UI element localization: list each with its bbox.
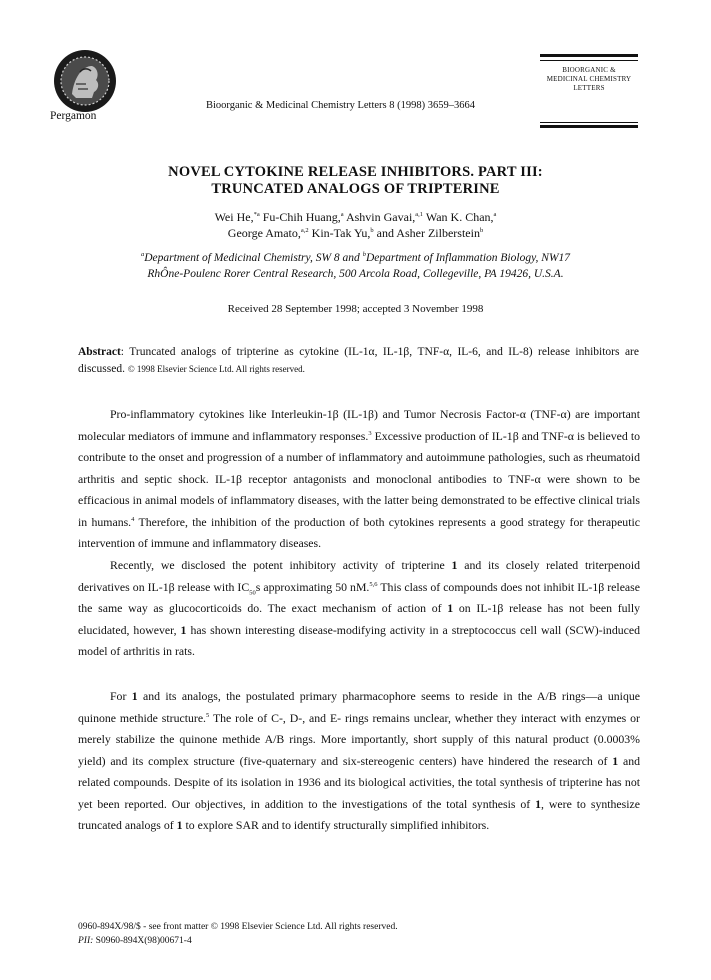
text-run: 1: [451, 558, 458, 572]
text-run: a: [340, 211, 344, 218]
text-run: b: [362, 251, 366, 259]
body-paragraph-2: Recently, we disclosed the potent inhibitory activity of tripterine 1 and its closely related triterpenoid derivatives on IL-1β release with $IC_{50}s$ approximating 50 nM.$^{5,6}$ This class of compounds does not inhibit IL-1β release the same way as glucocorticoids do. The exact mechanism of action of 1 on IL-1β release has not been fully elucidated, however, 1 has shown interesting disease-modifying activity in a streptococcus cell wall (SCW)-induced model of arthritis in rats.: [78, 558, 641, 658]
body-paragraph-3: For 1 and its analogs, the postulated primary pharmacophore seems to reside in the A/B rings—a unique quinone methide structure.$^5$ The role of C-, D-, and E- rings remains unclear, whether they interact with enzymes or merely stabilize the quinone methide A/B rings. More importantly, short supply of this natural product (0.0003% yield) and its complex structure (five-quaternary and six-stereogenic centers) have hindered the research of 1 and related compounds. Despite of its isolation in 1936 and its biological activities, the total synthesis of tripterine has not yet been reported. Our objectives, in addition to the investigations of the total synthesis of 1, were to synthesize truncated analogs of 1 to explore SAR and to identify structurally simplified inhibitors.: [78, 689, 641, 832]
text-run: 1: [180, 622, 187, 637]
body-paragraph-1: Pro-inflammatory cytokines like Interleukin-1β (IL-1β) and Tumor Necrosis Factor-α (TNF-α) are important molecular mediators of immune and inflammatory responses.$^3$ Excessive production of IL-1β and TNF-α is believed to contribute to the onset and progression of a number of inflammatory and autoimmune pathologies, such as rheumatoid arthritis and septic shock. IL-1β receptor antagonists and monoclonal antibodies to TNF-α were shown to be efficacious in animal models of inflammatory diseases, with the latter being demonstrated to be effective clinical trials in humans.$^4$ Therefore, the inhibition of the production of both cytokines represents a good strategy for therapeutic intervention of immune and inflammatory diseases.: [78, 407, 640, 550]
text-run: *a: [253, 211, 260, 218]
text-run: 1: [447, 601, 454, 615]
text-run: b: [479, 227, 484, 234]
title-line: NOVEL CYTOKINE RELEASE INHIBITORS. PART III:: [168, 164, 543, 180]
abstract-label: Abstract: [78, 346, 121, 358]
pii-label: PII:: [78, 936, 94, 946]
copyright-footer: 0960-894X/98/$ - see front matter © 1998 Elsevier Science Ltd. All rights reserved.: [78, 922, 398, 932]
pii-footer: [78, 936, 192, 946]
text-run: 50: [249, 588, 256, 596]
authors-line-1: Wei He,$^{*a}$ Fu-Chih Huang,$^a$ Ashvin Gavai,$^{a,1}$ Wan K. Chan,$^a$: [214, 210, 497, 224]
text-run: b: [370, 227, 374, 234]
text-run: a,1: [415, 211, 424, 218]
elsevier-tree-logo-icon: [52, 48, 118, 114]
article-title: [0, 164, 711, 198]
publisher-name: Pergamon: [50, 110, 97, 122]
text-run: a,2: [300, 227, 309, 234]
text-run: 1: [176, 818, 183, 832]
text-run: 1: [535, 796, 542, 811]
authors-line-2: George Amato,$^{a,2}$ Kin-Tak Yu,$^b$ and Asher Zilberstein$^b$: [227, 226, 484, 240]
journal-box-line: MEDICINAL CHEMISTRY: [546, 75, 632, 83]
text-run: a: [140, 251, 145, 259]
affiliation-line-1: $^a$Department of Medicinal Chemistry, SW 8 and $^b$Department of Inflammation Biology, NW17: [140, 251, 571, 264]
journal-citation: Bioorganic & Medicinal Chemistry Letters 8 (1998) 3659–3664: [206, 100, 475, 111]
header-rule-bottom: [540, 125, 638, 128]
header-rule-top-thin: [540, 60, 638, 61]
text-run: a: [493, 211, 497, 218]
text-run: 3: [368, 429, 372, 437]
pii-value: S0960-894X(98)00671-4: [93, 936, 192, 946]
journal-box-line: BIOORGANIC &: [562, 66, 616, 74]
title-line: TRUNCATED ANALOGS OF TRIPTERINE: [211, 181, 500, 197]
text-run: 4: [131, 515, 135, 523]
journal-box: [540, 66, 638, 93]
abstract: [78, 344, 639, 378]
journal-box-line: LETTERS: [573, 84, 605, 92]
text-run: 1: [131, 689, 138, 703]
header-rule-top: [540, 54, 638, 57]
text-run: 5,6: [369, 580, 378, 588]
text-run: 1: [612, 753, 619, 768]
abstract-text: : Truncated analogs of tripterine as cytokine (IL-1α, IL-1β, TNF-α, IL-6, and IL-8) release inhibitors are discussed. © 1998 Elsevier Science Ltd. All rights reserved.: [78, 346, 639, 375]
received-dates: Received 28 September 1998; accepted 3 November 1998: [227, 303, 484, 315]
affiliation-line-2: RhÔne-Poulenc Rorer Central Research, 500 Arcola Road, Collegeville, PA 19426, U.S.A.: [147, 268, 564, 280]
header-rule-bottom-thin: [540, 122, 638, 123]
text-run: 5: [206, 711, 210, 719]
text-run: © 1998 Elsevier Science Ltd. All rights reserved.: [127, 364, 305, 374]
